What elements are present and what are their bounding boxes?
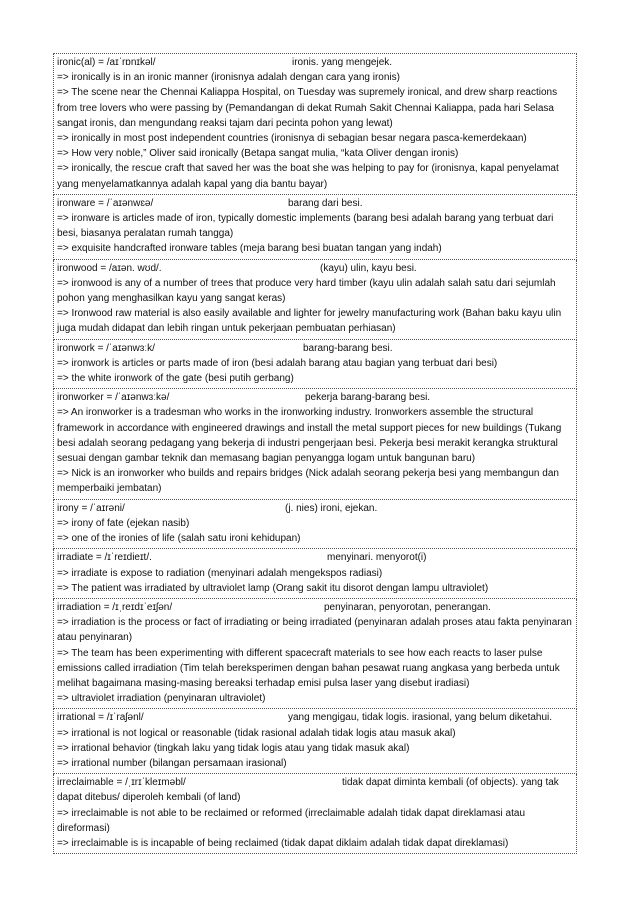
gloss: yang mengigau, tidak logis. irasional, yang belum diketahui.: [288, 712, 553, 724]
gloss: menyinari. menyorot(i): [327, 552, 427, 564]
example-line: => irreclaimable is not able to be reclaimed or reformed (irreclaimable adalah tidak dapat direklamasi atau direformasi): [57, 807, 526, 834]
headword: ironwood = /aɪən. wʊd/.: [57, 262, 162, 274]
headword: irreclaimable = /ˌɪrɪˈkleɪməbl/: [57, 777, 186, 789]
entry-irradiation: [53, 599, 577, 709]
gloss: (kayu) ulin, kayu besi.: [320, 262, 417, 274]
example-line: => irrational is not logical or reasonable (tidak rasional adalah tidak logis atau masuk akal): [57, 727, 456, 739]
entry-ironwood: [53, 260, 577, 340]
example-line: => Nick is an ironworker who builds and repairs bridges (Nick adalah seorang pekerja besi yang membangun dan memperbaiki jembatan): [57, 468, 559, 495]
headword: ironworker = /ˈaɪənwɜːkə/: [57, 392, 170, 404]
entry-head: [57, 341, 574, 356]
example-line: => The team has been experimenting with different spacecraft materials to see how each reacts to laser pulse emissions called irradiation (Tim telah bereksperimen dengan bahan pesawat ruang angkasa yang berbeda untuk melihat bagaimana masing-masing bereaksi terhadap emisi pulsa laser yang disebut iradiasi): [57, 647, 560, 689]
entry-ironical: [53, 53, 577, 195]
example-line: => irradiate is expose to radiation (menyinari adalah mengekspos radiasi): [57, 567, 383, 579]
headword: ironic(al) = /aɪˈrɒnɪkəl/: [57, 57, 156, 68]
headword: irony = /ˈaɪrəni/: [57, 502, 125, 514]
headword: ironwork = /ˈaɪənwɜːk/: [57, 342, 155, 354]
gloss: barang-barang besi.: [303, 342, 393, 354]
entry-head: [57, 775, 574, 790]
entry-head: [57, 550, 574, 565]
headword: irradiate = /ɪˈreɪdieɪt/.: [57, 552, 152, 564]
example-line: => irreclaimable is is incapable of being reclaimed (tidak dapat diklaim adalah tidak dapat direklamasi): [57, 837, 509, 849]
example-line: => ironwork is articles or parts made of iron (besi adalah barang atau bagian yang terbuat dari besi): [57, 357, 498, 369]
example-line: => Ironwood raw material is also easily available and lighter for jewelry manufacturing work (Bahan baku kayu ulin juga mudah didapat dan lebih ringan untuk pekerjaan pembuatan perhiasan): [57, 308, 562, 335]
entry-ironware: [53, 195, 577, 260]
entry-irreclaimable: [53, 774, 577, 854]
gloss: tidak dapat diminta kembali (of objects). yang tak: [342, 777, 559, 789]
example-line: => irony of fate (ejekan nasib): [57, 517, 190, 529]
example-line: => ironically, the rescue craft that saved her was the boat she was helping to pay for (ironisnya, kapal penyelamat yang menyelamatkannya adalah kapal yang dia bantu bayar): [57, 163, 559, 190]
entry-ironworker: [53, 389, 577, 499]
example-line: => An ironworker is a tradesman who works in the ironworking industry. Ironworkers assemble the structural framework in accordance with engineered drawings and install the metal support pieces for new buildings (Tukang besi adalah seorang pedagang yang bekerja di industri pengerjaan besi. Pekerja besi merakit kerangka struktural sesuai dengan gambar teknik dan memasang bagian penyangga logam untuk bangunan baru): [57, 407, 562, 465]
entry-head: [57, 55, 574, 70]
entry-head: [57, 261, 574, 276]
gloss: barang dari besi.: [288, 197, 363, 209]
example-line: => How very noble,” Oliver said ironically (Betapa sangat mulia, “kata Oliver dengan ironis): [57, 148, 459, 160]
entry-head: [57, 196, 574, 211]
example-line: => irrational behavior (tingkah laku yang tidak logis atau yang tidak masuk akal): [57, 742, 410, 754]
example-line: => ironware is articles made of iron, typically domestic implements (barang besi adalah barang yang terbuat dari besi, biasanya peralatan rumah tangga): [57, 213, 554, 240]
headword: irrational = /ɪˈraʃənl/: [57, 712, 144, 724]
example-line: => ironically in most post independent countries (ironisnya di sebagian besar negara pasca-kemerdekaan): [57, 133, 527, 145]
gloss: ironis. yang mengejek.: [292, 57, 393, 68]
entry-head: [57, 501, 574, 516]
example-line: => irrational number (bilangan persamaan irasional): [57, 757, 287, 769]
entry-irradiate: [53, 549, 577, 599]
gloss: penyinaran, penyorotan, penerangan.: [324, 601, 491, 613]
dictionary-page: [53, 53, 577, 854]
entry-ironwork: [53, 340, 577, 390]
entry-head: [57, 600, 574, 615]
gloss: (j. nies) ironi, ejekan.: [285, 502, 378, 514]
example-line: => The scene near the Chennai Kaliappa Hospital, on Tuesday was supremely ironical, and drew sharp reactions from tree lovers who were passing by (Pemandangan di dekat Rumah Sakit Chennai Kaliappa, pada hari Selasa sangat ironis, dan mengundang reaksi tajam dari pecinta pohon yang lewat): [57, 87, 558, 129]
entry-irrational: [53, 709, 577, 774]
example-line: => The patient was irradiated by ultraviolet lamp (Orang sakit itu disorot dengan lampu ultraviolet): [57, 582, 489, 594]
example-line: => ultraviolet irradiation (penyinaran ultraviolet): [57, 693, 266, 705]
gloss: pekerja barang-barang besi.: [305, 392, 431, 404]
example-line: => one of the ironies of life (salah satu ironi kehidupan): [57, 533, 301, 545]
example-line: => ironically is in an ironic manner (ironisnya adalah dengan cara yang ironis): [57, 72, 400, 84]
example-line: => the white ironwork of the gate (besi putih gerbang): [57, 373, 294, 385]
headword: ironware = /ˈaɪənwɛə/: [57, 197, 154, 209]
entry-head: [57, 710, 574, 725]
example-line: => exquisite handcrafted ironware tables (meja barang besi buatan tangan yang indah): [57, 243, 442, 255]
headword: irradiation = /ɪˌreɪdɪˈeɪʃən/: [57, 601, 173, 613]
example-line: => irradiation is the process or fact of irradiating or being irradiated (penyinaran adalah proses atau fakta penyinaran atau penyinaran): [57, 617, 572, 644]
entry-irony: [53, 500, 577, 550]
example-line: dapat ditebus/ diperoleh kembali (of land): [57, 792, 241, 804]
entry-head: [57, 390, 574, 405]
example-line: => ironwood is any of a number of trees that produce very hard timber (kayu ulin adalah salah satu dari sejumlah pohon yang menghasilkan kayu yang sangat keras): [57, 277, 556, 305]
